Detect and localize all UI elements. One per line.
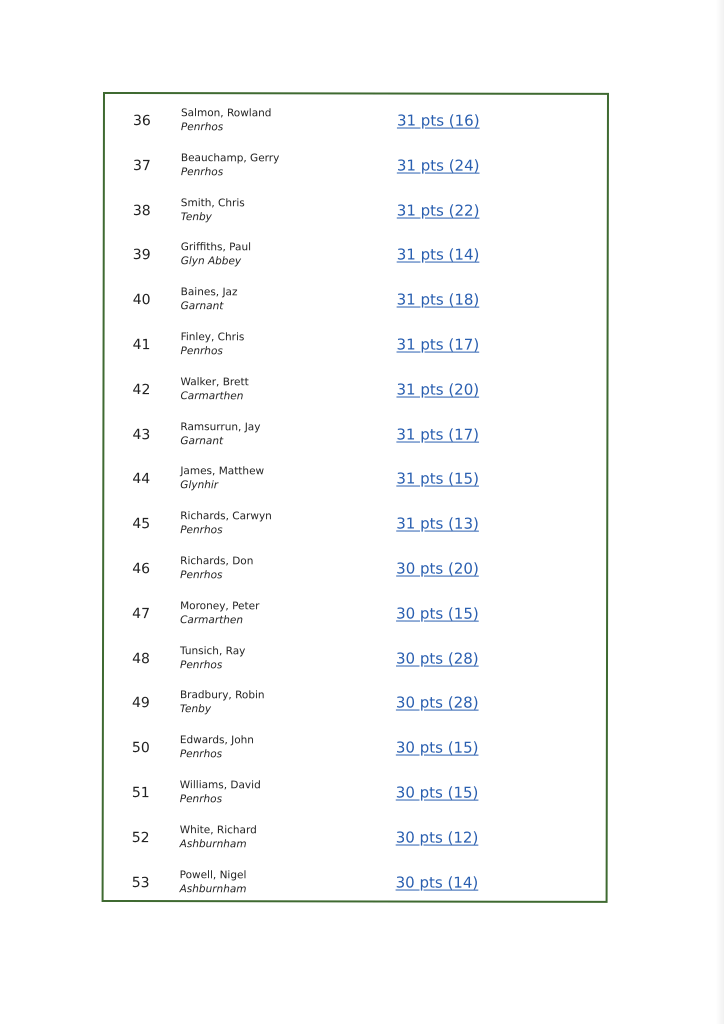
player-name: Salmon, Rowland (180, 107, 272, 120)
score-link[interactable]: 30 pts (28) (395, 693, 479, 713)
position-cell: 53 (131, 874, 150, 891)
player-club: Ashburnham (179, 882, 247, 895)
player-name: Williams, David (179, 779, 261, 792)
results-table (102, 92, 609, 903)
player-name: Edwards, John (179, 734, 254, 747)
page-edge (716, 0, 724, 1024)
score-link[interactable]: 30 pts (15) (396, 604, 479, 623)
position-cell: 40 (132, 292, 151, 309)
player-cell (180, 509, 272, 537)
player-cell (180, 778, 261, 806)
player-cell (181, 196, 245, 224)
player-name: Bradbury, Robin (179, 689, 265, 702)
position-cell: 47 (132, 605, 151, 622)
score-link[interactable]: 30 pts (15) (395, 738, 479, 757)
player-name: Walker, Brett (180, 375, 249, 389)
position-cell: 41 (132, 337, 151, 354)
player-club: Penrhos (180, 569, 223, 582)
player-cell (180, 465, 264, 493)
position-cell: 42 (132, 381, 151, 398)
position-cell: 49 (131, 695, 150, 712)
score-link[interactable]: 31 pts (16) (396, 111, 480, 130)
player-name: Ramsurrun, Jay (180, 420, 261, 433)
player-club: Carmarthen (180, 389, 244, 403)
score-link[interactable]: 30 pts (14) (395, 873, 479, 892)
position-cell: 36 (133, 113, 151, 130)
player-name: Baines, Jaz (180, 286, 238, 299)
player-cell (181, 106, 272, 134)
player-name: Richards, Don (180, 555, 254, 568)
table-row (105, 230, 607, 276)
position-cell: 52 (131, 829, 150, 846)
player-cell (181, 241, 251, 269)
player-club: Ashburnham (179, 837, 247, 851)
player-club: Penrhos (179, 748, 223, 761)
player-name: Griffiths, Paul (180, 241, 252, 254)
score-link[interactable]: 31 pts (15) (396, 469, 479, 489)
table-row (104, 723, 606, 769)
player-cell (180, 868, 247, 896)
player-cell (181, 285, 238, 313)
player-club: Penrhos (180, 121, 224, 134)
position-cell: 38 (132, 202, 151, 219)
table-row (104, 499, 606, 545)
position-cell: 48 (132, 650, 150, 667)
player-cell (180, 554, 253, 582)
score-link[interactable]: 31 pts (20) (396, 380, 480, 399)
score-link[interactable]: 30 pts (20) (396, 559, 479, 578)
score-link[interactable]: 30 pts (28) (395, 649, 479, 668)
player-name: Finley, Chris (180, 331, 245, 344)
player-name: Powell, Nigel (179, 868, 247, 881)
score-link[interactable]: 31 pts (17) (396, 425, 480, 444)
table-row (104, 768, 606, 814)
player-club: Carmarthen (180, 613, 244, 627)
position-cell: 50 (131, 740, 150, 757)
table-row (104, 634, 606, 680)
table-row (104, 454, 606, 500)
player-club: Garnant (180, 300, 224, 313)
player-cell (180, 375, 248, 403)
player-cell (180, 688, 265, 716)
player-name: James, Matthew (180, 465, 265, 478)
score-link[interactable]: 30 pts (12) (395, 828, 479, 847)
table-row (105, 275, 607, 321)
player-club: Tenby (180, 210, 212, 223)
player-club: Glyn Abbey (180, 255, 242, 268)
player-cell (180, 599, 259, 627)
score-link[interactable]: 31 pts (24) (396, 156, 480, 175)
player-cell (180, 823, 257, 851)
player-club: Glynhir (180, 479, 219, 492)
player-club: Penrhos (180, 524, 223, 537)
position-cell: 39 (132, 247, 151, 264)
table-row (104, 365, 606, 411)
player-club: Garnant (180, 434, 224, 447)
player-club: Tenby (179, 703, 212, 716)
score-link[interactable]: 30 pts (15) (395, 783, 479, 802)
player-name: White, Richard (179, 823, 257, 837)
player-club: Penrhos (180, 345, 223, 358)
player-cell (181, 151, 280, 179)
table-row (104, 410, 606, 456)
player-club: Penrhos (179, 658, 223, 671)
player-cell (180, 420, 260, 448)
table-row (104, 589, 606, 635)
table-row (105, 96, 607, 142)
table-row (104, 678, 606, 724)
score-link[interactable]: 31 pts (13) (396, 514, 479, 533)
score-link[interactable]: 31 pts (22) (396, 201, 480, 220)
score-link[interactable]: 31 pts (18) (396, 290, 480, 309)
player-club: Penrhos (180, 165, 224, 179)
table-row (104, 858, 606, 904)
table-row (105, 141, 607, 187)
player-cell (181, 330, 245, 358)
position-cell: 44 (132, 471, 151, 488)
player-name: Smith, Chris (180, 196, 245, 209)
table-row (105, 320, 607, 366)
player-name: Tunsich, Ray (180, 644, 246, 657)
player-cell (180, 733, 254, 761)
table-row (104, 544, 606, 590)
position-cell: 43 (132, 426, 151, 443)
table-row (105, 186, 607, 232)
player-club: Penrhos (179, 793, 223, 806)
table-row (104, 813, 606, 859)
score-link[interactable]: 31 pts (14) (396, 245, 480, 265)
player-name: Beauchamp, Gerry (180, 151, 280, 165)
score-link[interactable]: 31 pts (17) (396, 335, 480, 354)
player-cell (180, 644, 245, 672)
player-name: Richards, Carwyn (180, 510, 272, 523)
position-cell: 45 (132, 516, 151, 533)
position-cell: 37 (132, 157, 151, 174)
position-cell: 46 (132, 561, 151, 578)
player-name: Moroney, Peter (180, 599, 260, 613)
position-cell: 51 (131, 785, 150, 802)
